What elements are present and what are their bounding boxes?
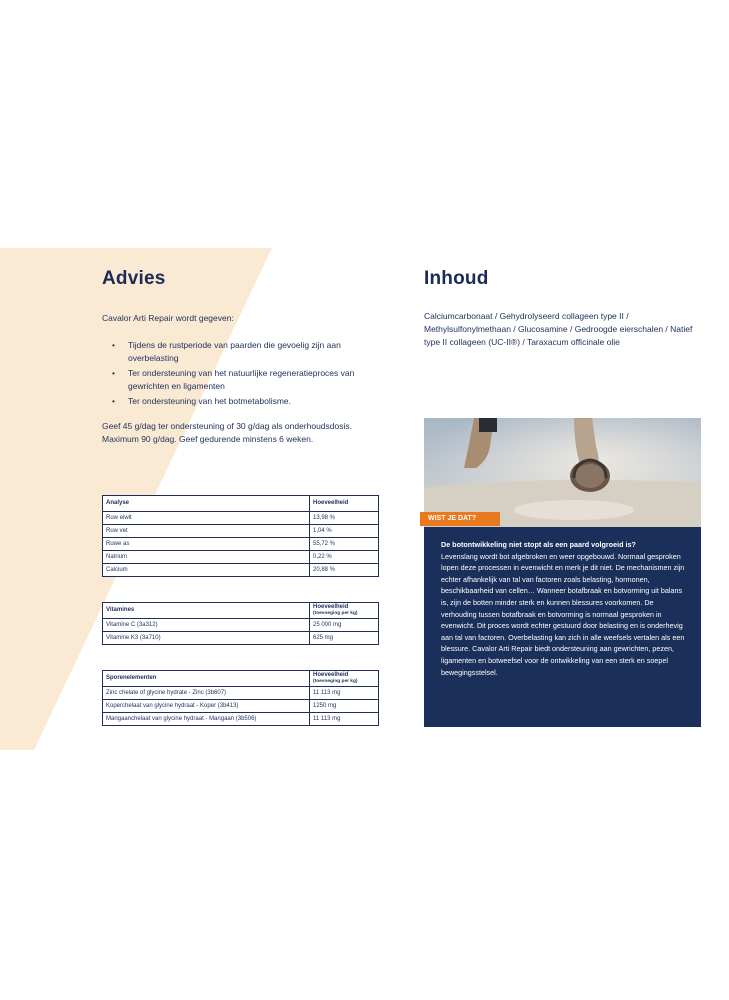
table-row: Zinc chelate of glycine hydrate - Zinc (3b607) 11 113 mg — [103, 687, 379, 700]
list-item: • Ter ondersteuning van het natuurlijke regeneratieproces van gewrichten en ligamenten — [112, 368, 355, 391]
inhoud-section — [424, 268, 702, 349]
table-row: Ruwe as 55,72 % — [103, 538, 379, 551]
table-header-row: Sporenelementen Hoeveelheid (toevoeging per kg) — [103, 671, 379, 687]
wist-je-dat-badge: WIST JE DAT? — [420, 512, 500, 526]
list-item: • Tijdens de rustperiode van paarden die gevoelig zijn aan overbelasting — [112, 340, 341, 363]
bullet-icon: • — [112, 368, 115, 378]
dosage-text: Geef 45 g/dag ter ondersteuning of 30 g/dag als onderhoudsdosis. Maximum 90 g/dag. Geef gedurende minstens 6 weken. — [102, 421, 352, 444]
sporenelementen-table — [102, 670, 379, 726]
list-item: • Ter ondersteuning van het botmetabolisme. — [112, 396, 292, 406]
advies-intro: Cavalor Arti Repair wordt gegeven: — [102, 313, 234, 323]
inhoud-title: Inhoud — [424, 268, 489, 289]
table-header-row: Vitamines Hoeveelheid (toevoeging per kg) — [103, 603, 379, 619]
table-row: Vitamine C (3a312) 25 000 mg — [103, 619, 379, 632]
advies-title: Advies — [102, 268, 166, 289]
table-row: Calcium 20,88 % — [103, 564, 379, 577]
info-heading: De botontwikkeling niet stopt als een paard volgroeid is? — [441, 540, 636, 549]
table-row: Natrium 0,22 % — [103, 551, 379, 564]
ingredients-text: Calciumcarbonaat / Gehydrolyseerd collageen type II / Methylsulfonylmethaan / Glucosamine / Gedroogde eierschalen / Natief type II collageen (UC-II®) / Taraxacum officinale olie — [424, 311, 693, 347]
horse-hoof-photo — [424, 418, 701, 527]
table-row: Vitamine K3 (3a710) 625 mg — [103, 632, 379, 645]
analyse-table — [102, 495, 379, 577]
vitamines-table — [102, 602, 379, 645]
table-row: Mangaanchelaat van glycine hydraat - Mangaan (3b506) 11 113 mg — [103, 713, 379, 726]
table-row: Ruw eiwit 13,98 % — [103, 512, 379, 525]
table-header-row: Analyse Hoeveelheid — [103, 496, 379, 512]
info-body: Levenslang wordt bot afgebroken en weer opgebouwd. Normaal gesproken lopen deze processen in evenwicht en merk je dit niet. De mechanismen zijn echter afhankelijk van tal van factoren zoals belasting, hormonen, beschikbaarheid van cellen… Wanneer botafbraak en botvorming uit balans is, zijn de botten minder sterk en kunnen blessures voorkomen. De verhouding tussen botafbraak en botvorming is normaal gesproken in evenwicht. Dit proces wordt echter gestuurd door belasting en is onderhevig aan tal van factoren. Overbelasting kan zich in alle weefsels vertalen als een blessure. Cavalor Arti Repair biedt ondersteuning aan gewrichten, pezen, ligamenten en botweefsel voor de ontwikkeling van een sterk en soepel bewegingsstelsel. — [441, 551, 685, 677]
table-row: Koperchelaat van glycine hydraat - Koper (3b413) 1250 mg — [103, 700, 379, 713]
bullet-icon: • — [112, 340, 115, 350]
info-box — [424, 527, 701, 727]
advies-bullet-list — [102, 339, 402, 408]
advies-section — [102, 268, 402, 446]
table-row: Ruw vet 1,04 % — [103, 525, 379, 538]
bullet-icon: • — [112, 396, 115, 406]
